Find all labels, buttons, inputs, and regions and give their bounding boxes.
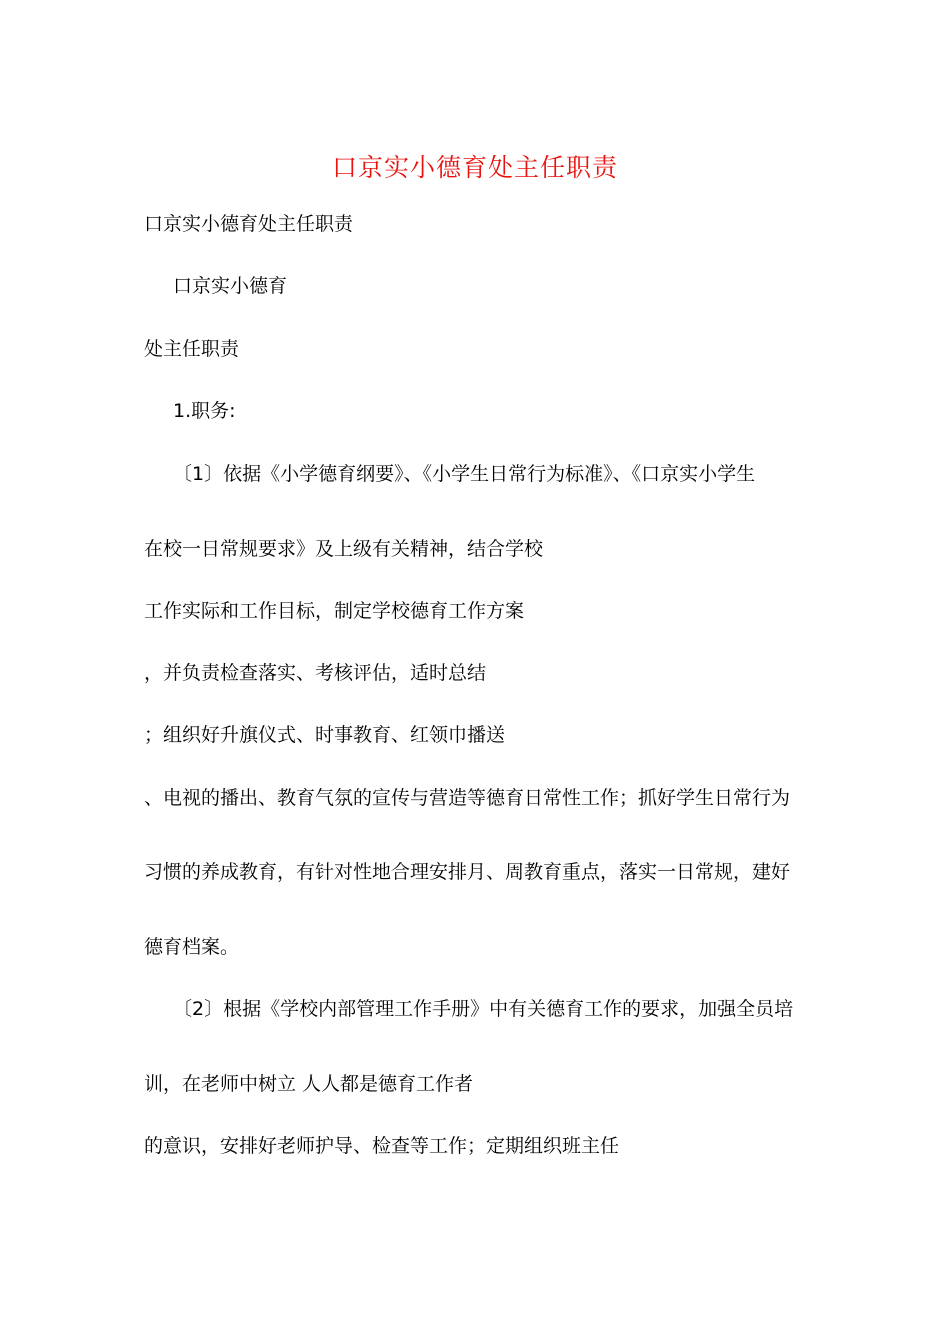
document-title: 口京实小德育处主任职责 — [331, 153, 618, 182]
text-line: ，并负责检查落实、考核评估，适时总结 — [144, 662, 487, 684]
text-line: 的意识，安排好老师护导、检查等工作；定期组织班主任 — [144, 1135, 620, 1157]
text-line: 〔1〕依据《小学德育纲要》、《小学生日常行为标准》、《口京实小学生 — [173, 463, 756, 485]
text-line: ；组织好升旗仪式、时事教育、红领巾播送 — [144, 724, 506, 746]
text-line: 工作实际和工作目标，制定学校德育工作方案 — [144, 600, 525, 622]
text-line: 训，在老师中树立 人人都是德育工作者 — [144, 1073, 474, 1095]
text-line: 1.职务: — [173, 400, 236, 422]
text-line: 口京实小德育处主任职责 — [144, 213, 354, 235]
text-line: 、电视的播出、教育气氛的宣传与营造等德育日常性工作；抓好学生日常行为 — [144, 787, 791, 809]
text-line: 德育档案。 — [144, 936, 240, 958]
text-line: 习惯的养成教育，有针对性地合理安排月、周教育重点，落实一日常规，建好 — [144, 861, 791, 883]
text-line: 处主任职责 — [144, 338, 240, 360]
text-line: 口京实小德育 — [173, 275, 288, 297]
text-line: 在校一日常规要求》及上级有关精神，结合学校 — [144, 538, 544, 560]
text-line: 〔2〕根据《学校内部管理工作手册》中有关德育工作的要求，加强全员培 — [173, 998, 794, 1020]
